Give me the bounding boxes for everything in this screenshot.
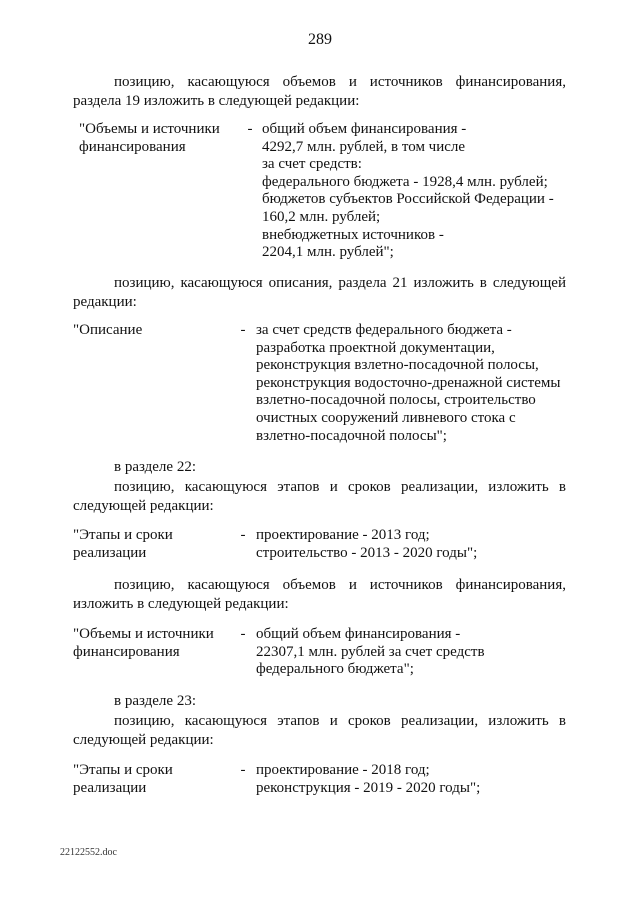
position-value xyxy=(256,762,480,797)
position-label-line: реализации xyxy=(73,779,147,796)
page-number: 289 xyxy=(308,31,332,48)
position-value-line: реконструкция водосточно-дренажной системы xyxy=(256,374,561,391)
position-value xyxy=(256,322,560,445)
position-value-line: общий объем финансирования - xyxy=(262,121,467,137)
paragraph-line: позицию, касающуюся этапов и сроков реализации, изложить в xyxy=(114,479,566,495)
position-label xyxy=(73,626,214,661)
position-label-line: реализации xyxy=(73,544,147,561)
position-label xyxy=(73,527,173,562)
paragraph-line: раздела 19 изложить в следующей редакции: xyxy=(73,93,360,109)
position-value-line: 2204,1 млн. рублей"; xyxy=(262,244,394,261)
separator-dash: - xyxy=(240,527,246,543)
position-value-line: федерального бюджета - 1928,4 млн. рублей; xyxy=(262,173,548,190)
separator-dash: - xyxy=(247,121,253,137)
position-value xyxy=(256,527,477,562)
position-value xyxy=(262,121,554,262)
position-value-line: за счет средств: xyxy=(262,156,362,173)
position-value-line: 22307,1 млн. рублей за счет средств xyxy=(256,643,485,660)
section-heading-23: в разделе 23: xyxy=(114,693,196,709)
position-value xyxy=(256,626,485,679)
paragraph-line: следующей редакции: xyxy=(73,498,214,514)
position-value-line: общий объем финансирования - xyxy=(256,626,461,642)
position-value-line: бюджетов субъектов Российской Федерации - xyxy=(262,191,554,208)
position-value-line: 4292,7 млн. рублей, в том числе xyxy=(262,138,466,155)
section-heading-22: в разделе 22: xyxy=(114,459,196,475)
position-value-line: внебюджетных источников - xyxy=(262,226,444,243)
position-value-line: проектирование - 2013 год; xyxy=(256,527,430,543)
position-value-line: проектирование - 2018 год; xyxy=(256,762,430,778)
paragraph-line: редакции: xyxy=(73,294,137,310)
position-value-line: реконструкция - 2019 - 2020 годы"; xyxy=(256,779,481,796)
position-label xyxy=(73,762,173,797)
position-value-line: взлетно-посадочной полосы, строительство xyxy=(256,392,536,409)
position-label-line: "Описание xyxy=(73,322,143,338)
position-value-line: очистных сооружений ливневого стока с xyxy=(256,409,516,426)
position-label-line: "Объемы и источники xyxy=(73,626,214,642)
separator-dash: - xyxy=(240,762,246,778)
paragraph-line: позицию, касающуюся этапов и сроков реализации, изложить в xyxy=(114,713,566,729)
position-label xyxy=(73,322,142,340)
position-label-line: финансирования xyxy=(73,643,180,660)
paragraph-line: позицию, касающуюся объемов и источников финансирования, xyxy=(114,74,566,90)
position-value-line: реконструкция взлетно-посадочной полосы, xyxy=(256,357,539,374)
paragraph-line: позицию, касающуюся объемов и источников финансирования, xyxy=(114,577,566,593)
position-value-line: за счет средств федерального бюджета - xyxy=(256,322,512,338)
position-label-line: финансирования xyxy=(79,138,186,155)
position-value-line: строительство - 2013 - 2020 годы"; xyxy=(256,544,478,561)
position-label-line: "Этапы и сроки xyxy=(73,762,173,778)
position-label-line: "Этапы и сроки xyxy=(73,527,173,543)
position-value-line: взлетно-посадочной полосы"; xyxy=(256,427,447,444)
paragraph-line: следующей редакции: xyxy=(73,732,214,748)
position-label xyxy=(79,121,220,156)
paragraph-line: позицию, касающуюся описания, раздела 21 изложить в следующей xyxy=(114,275,566,291)
position-value-line: федерального бюджета"; xyxy=(256,661,414,678)
separator-dash: - xyxy=(240,626,246,642)
paragraph-line: изложить в следующей редакции: xyxy=(73,596,289,612)
position-value-line: разработка проектной документации, xyxy=(256,339,495,356)
position-value-line: 160,2 млн. рублей; xyxy=(262,208,381,225)
document-code: 22122552.doc xyxy=(60,847,117,858)
position-label-line: "Объемы и источники xyxy=(79,121,220,137)
separator-dash: - xyxy=(240,322,246,338)
